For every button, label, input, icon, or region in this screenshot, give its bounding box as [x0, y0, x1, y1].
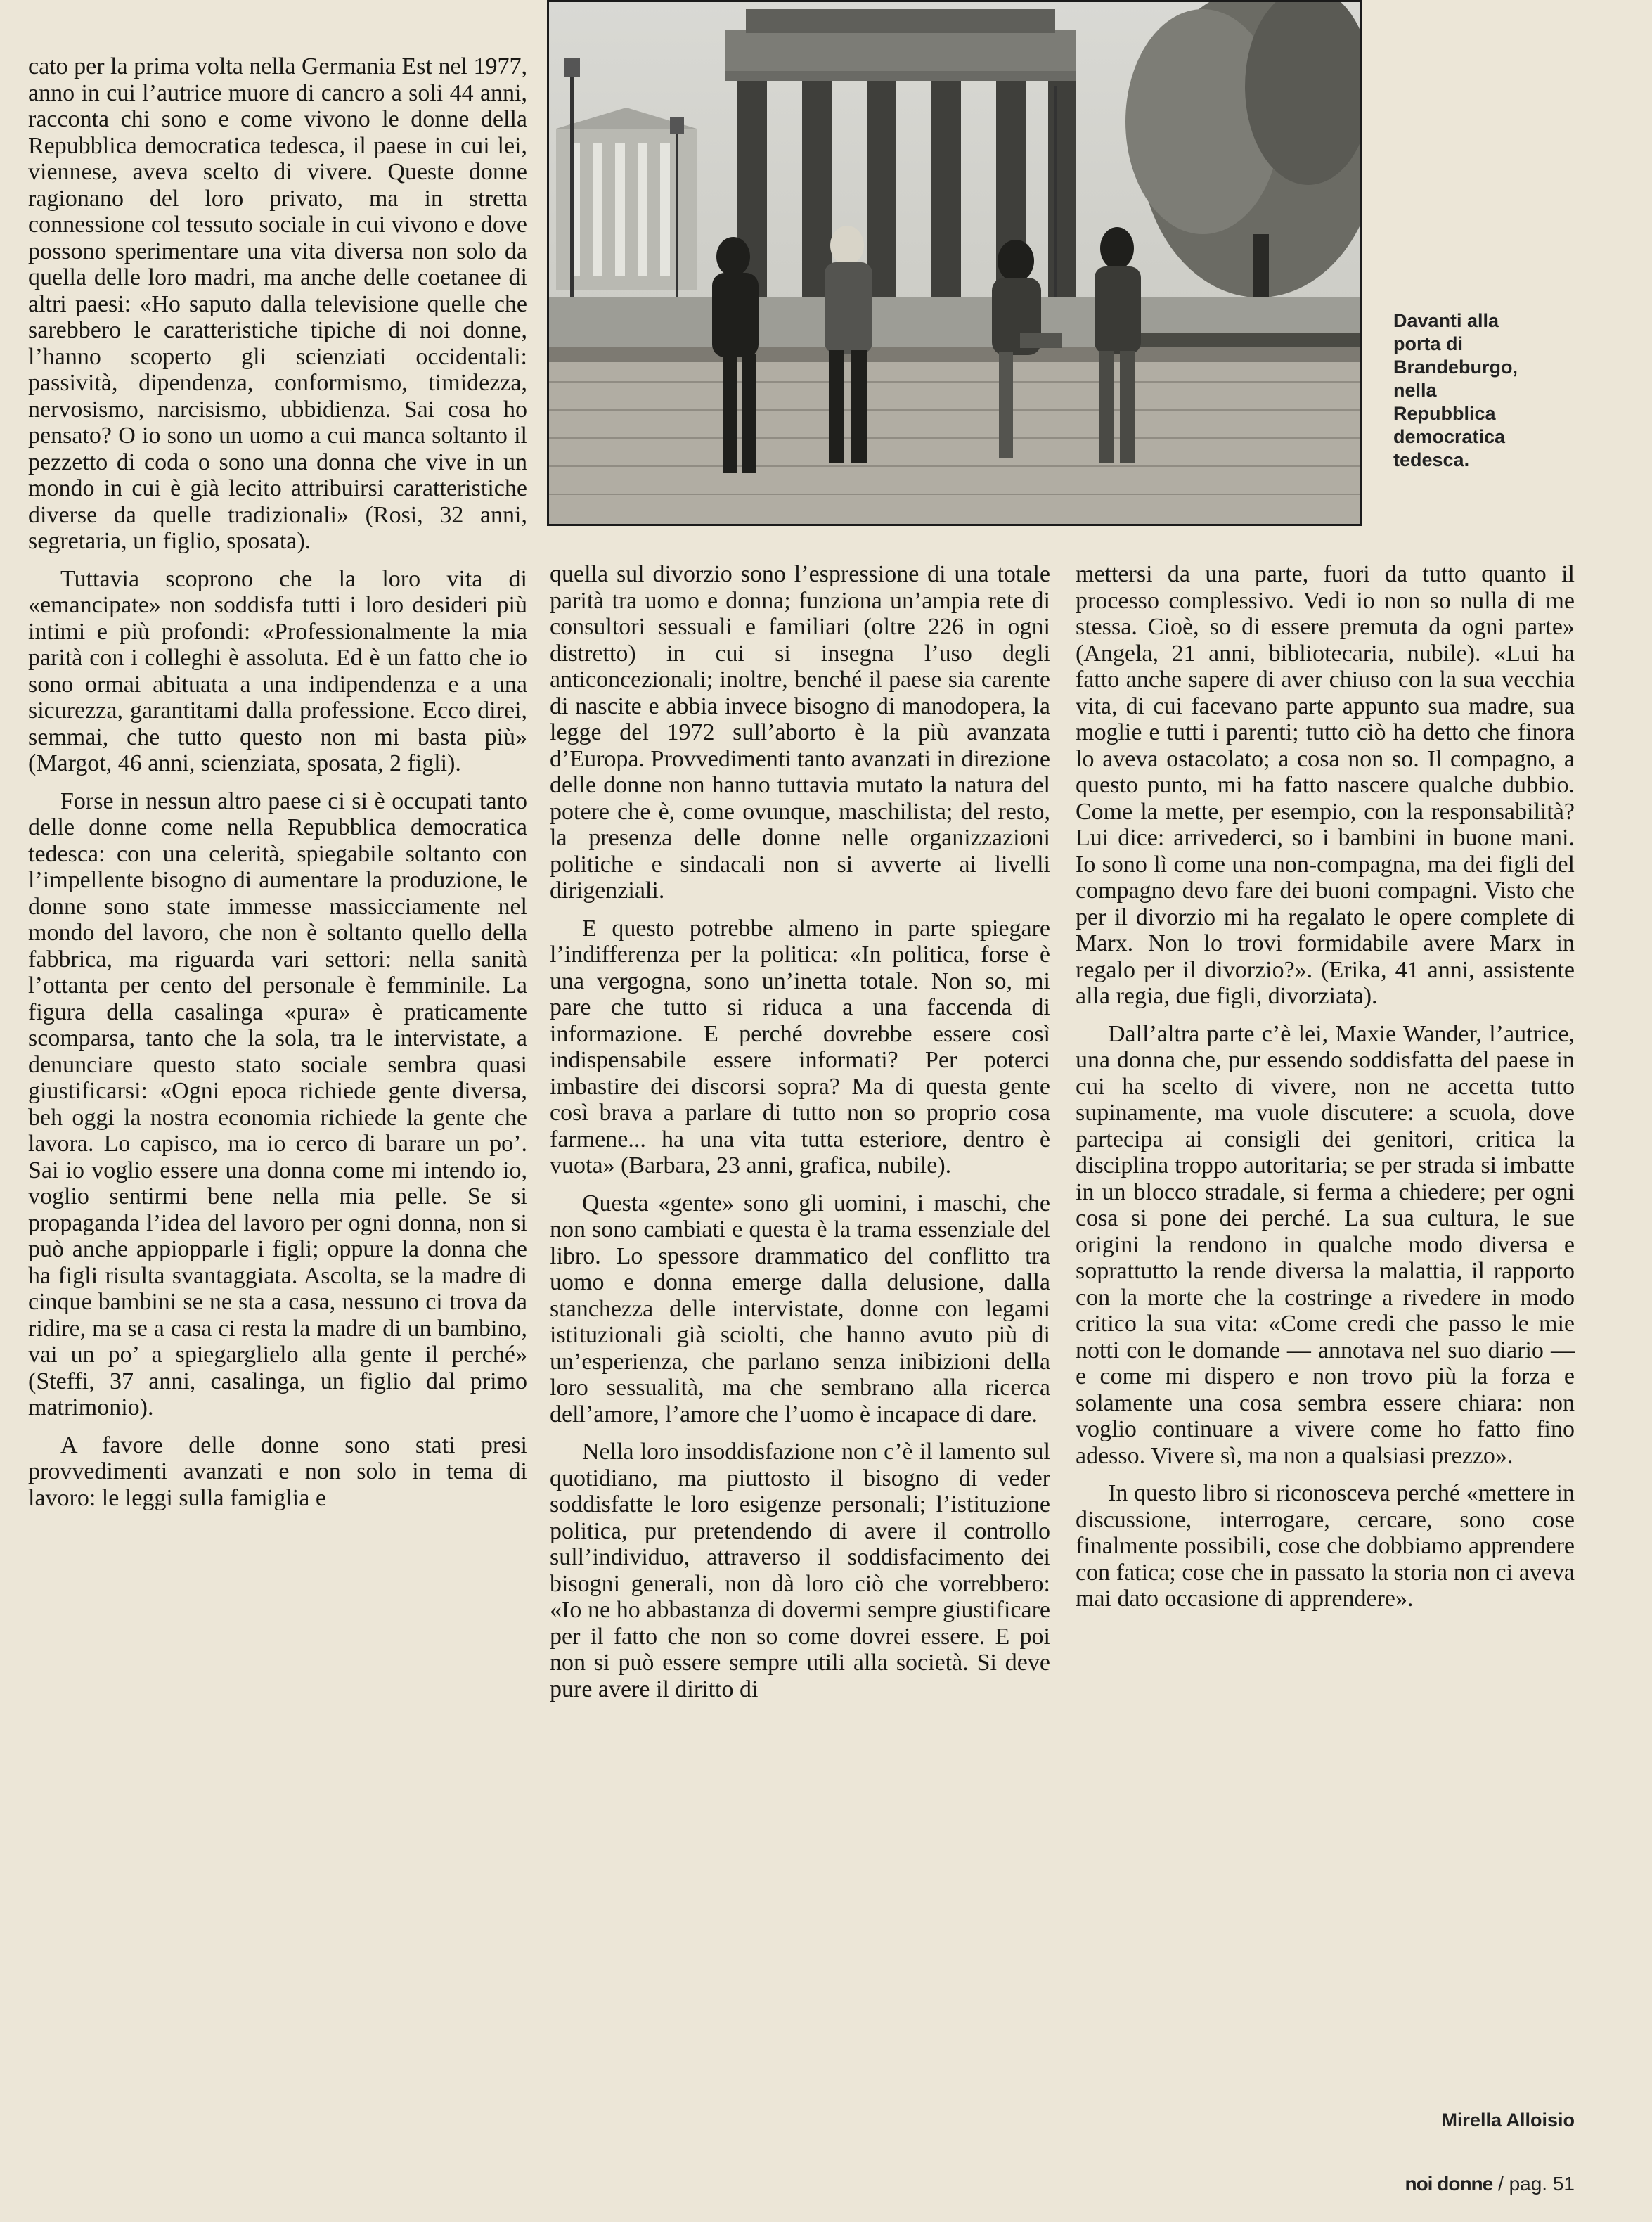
paragraph: quella sul divorzio sono l’espressione di una totale parità tra uomo e donna; funziona un’ampia rete di consultori sessuali e familiari (oltre 226 in ogni distretto) in cui si insegna l’uso degli anticoncezionali; inoltre, benché il paese sia carente di nascite e abbia invece bisogno di manodopera, la legge del 1972 sull’aborto è la più avanzata d’Europa. Provvedimenti tanto avanzati in direzione delle donne non hanno tuttavia mutato la natura del potere che è, come ovunque, maschilista; del resto, la presenza delle donne nelle organizzazioni politiche e sindacali non si avverte ai livelli dirigenziali.	[550, 561, 1050, 904]
photo-illustration	[549, 2, 1362, 526]
paragraph: Forse in nessun altro paese ci si è occupati tanto delle donne come nella Repubblica democratica tedesca: con una celerità, spiegabile soltanto con l’impellente bisogno di aumentare la produzione, le donne sono state immesse massicciamente nel mondo del lavoro, che non è soltanto quello della fabbrica, ma riguarda vari settori: nella sanità l’ottanta per cento del personale è femminile. La figura della casalinga «pura» è praticamente scomparsa, tanto che la sola, tra le intervistate, a denunciare questo stato sociale sembra quasi giustificarsi: «Ogni epoca richiede gente diversa, beh oggi la nostra economia richiede la gente che lavora. Lo capisco, ma io cerco di barare un po’. Sai io voglio essere una donna come mi intendo io, voglio sentirmi bene nella mia pelle. Se si propaganda l’idea del lavoro per ogni donna, non si può anche appiopparle i figli; oppure la donna che ha figli risulta svantaggiata. Ascolta, se la madre di cinque bambini se ne sta a casa, nessuno ci trova da ridire, ma se a casa ci resta la madre di un bambino, vai un po’ a spiegarglielo alla gente il perché» (Steffi, 37 anni, casalinga, un figlio dal primo matrimonio).	[28, 788, 527, 1420]
page-number: / pag. 51	[1498, 2173, 1575, 2195]
photo-caption: Davanti alla porta di Brandeburgo, nella Repubblica democratica tedesca.	[1393, 310, 1518, 470]
paragraph: In questo libro si riconosceva perché «mettere in discussione, interrogare, cercare, sono cose finalmente possibili, cose che dobbiamo apprendere con fatica; cose che in passato la storia non ci aveva mai dato occasione di apprendere».	[1076, 1480, 1575, 1612]
page-footer	[1405, 2173, 1575, 2195]
paragraph: Tuttavia scoprono che la loro vita di «emancipate» non soddisfa tutti i loro desideri più intimi e più profondi: «Professionalmente la mia parità con i colleghi è assoluta. Ed è un fatto che io sono ormai abituata a una indipendenza e a una sicurezza, garantitami dalla professione. Ecco direi, semmai, che tutto questo non mi basta più» (Margot, 46 anni, scienziata, sposata, 2 figli).	[28, 565, 527, 776]
article-column-3	[1076, 561, 1575, 1612]
author-signature: Mirella Alloisio	[1441, 2109, 1575, 2131]
paragraph: cato per la prima volta nella Germania Est nel 1977, anno in cui l’autrice muore di cancro a soli 44 anni, racconta chi sono e come vivono le donne della Repubblica democratica tedesca, il paese in cui lei, viennese, aveva scelto di vivere. Queste donne ragionano del loro privato, ma in stretta connessione col tessuto sociale in cui vivono e dove possono sperimentare una vita diversa non solo da quella delle loro madri, ma anche delle coetanee di altri paesi: «Ho saputo dalla televisione quelle che sarebbero le caratteristiche tipiche di noi donne, l’hanno scoperto gli scienziati occidentali: passività, dipendenza, conformismo, timidezza, nervosismo, narcisismo, ubbidienza. Sai cosa ho pensato? O io sono un uomo a cui manca soltanto il pezzetto di coda o sono una donna che vive in un mondo in cui è già lecito attribuirsi caratteristiche diverse da quelle tradizionali» (Rosi, 32 anni, segretaria, un figlio, sposata).	[28, 53, 527, 554]
paragraph: mettersi da una parte, fuori da tutto quanto il processo complessivo. Vedi io non so nulla di me stessa. Cioè, so di essere premuta da ogni parte» (Angela, 21 anni, bibliotecaria, nubile). «Lui ha fatto anche sapere di aver chiuso con la sua vecchia vita, di cui facevano parte appunto sua madre, sua moglie e tutti i parenti; tutto ciò ha detto che finora lo aveva ostacolato; a cosa non so. Il compagno, a questo punto, mi ha fatto nascere qualche dubbio. Come la mette, per esempio, con la responsabilità? Lui dice: arrivederci, so i bambini in buone mani. Io sono lì come una non-compagna, ma dei figli del compagno devo fare dei buoni compagni. Visto che per il divorzio mi ha regalato le opere complete di Marx. Non lo trovi formidabile avere Marx in regalo per il divorzio?». (Erika, 41 anni, assistente alla regia, due figli, divorziata).	[1076, 561, 1575, 1009]
paragraph: E questo potrebbe almeno in parte spiegare l’indifferenza per la politica: «In politica, forse è una vergogna, sono un’inetta totale. Non so, mi pare che tutto si riduca a una faccenda di informazione. E perché dovrebbe essere così indispensabile essere informati? Per poterci imbastire dei discorsi sopra? Ma di questa gente così brava a parlare di tutto non so proprio cosa farmene... ha una vita tutta esteriore, dentro è vuota» (Barbara, 23 anni, grafica, nubile).	[550, 915, 1050, 1179]
article-column-1	[28, 53, 527, 1511]
paragraph: Questa «gente» sono gli uomini, i maschi, che non sono cambiati e questa è la trama essenziale del libro. Lo spessore drammatico del conflitto tra uomo e donna emerge dalla delusione, dalla stanchezza delle intervistate, donne con legami istituzionali già sciolti, che hanno avuto più di un’esperienza, che parlano senza inibizioni della loro sessualità, ma che sembrano alla ricerca dell’amore, l’amore che l’uomo è incapace di dare.	[550, 1190, 1050, 1427]
brandenburg-gate-photo	[547, 0, 1362, 526]
paragraph: Nella loro insoddisfazione non c’è il lamento sul quotidiano, ma piuttosto il bisogno di veder soddisfatte le loro esigenze personali; l’istituzione politica, pur pretendendo di avere il controllo sull’individuo, attraverso il soddisfacimento dei bisogni generali, non dà loro ciò che vorrebbero: «Io ne ho abbastanza di dovermi sempre giustificare per il fatto che non so come dovrei essere. E poi non si può essere sempre utili alla società. Si deve pure avere il diritto di	[550, 1439, 1050, 1702]
article-column-2	[550, 561, 1050, 1702]
magazine-name: noi donne	[1405, 2173, 1493, 2195]
paragraph: A favore delle donne sono stati presi provvedimenti avanzati e non solo in tema di lavoro: le leggi sulla famiglia e	[28, 1432, 527, 1511]
paragraph: Dall’altra parte c’è lei, Maxie Wander, l’autrice, una donna che, pur essendo soddisfatta del paese in cui ha scelto di vivere, non ne accetta tutto supinamente, ma vuole discutere: a scuola, dove partecipa ai consigli dei genitori, critica la disciplina troppo autoritaria; se per strada si imbatte in un blocco stradale, si ferma a chiedere; per ogni cosa si pone dei perché. La sua cultura, le sue origini la rendono in qualche modo diversa e soprattutto la rende diversa la malattia, il rapporto con la morte che la costringe a rivedere in modo critico la sua vita: «Come credi che passo le mie notti con le domande — annotava nel suo diario — e come mi dispero e non trovo più la forza e solamente una cosa sembra essere chiara: non voglio continuare a vivere come ho fatto fino adesso. Vivere sì, ma non a qualsiasi prezzo».	[1076, 1020, 1575, 1469]
